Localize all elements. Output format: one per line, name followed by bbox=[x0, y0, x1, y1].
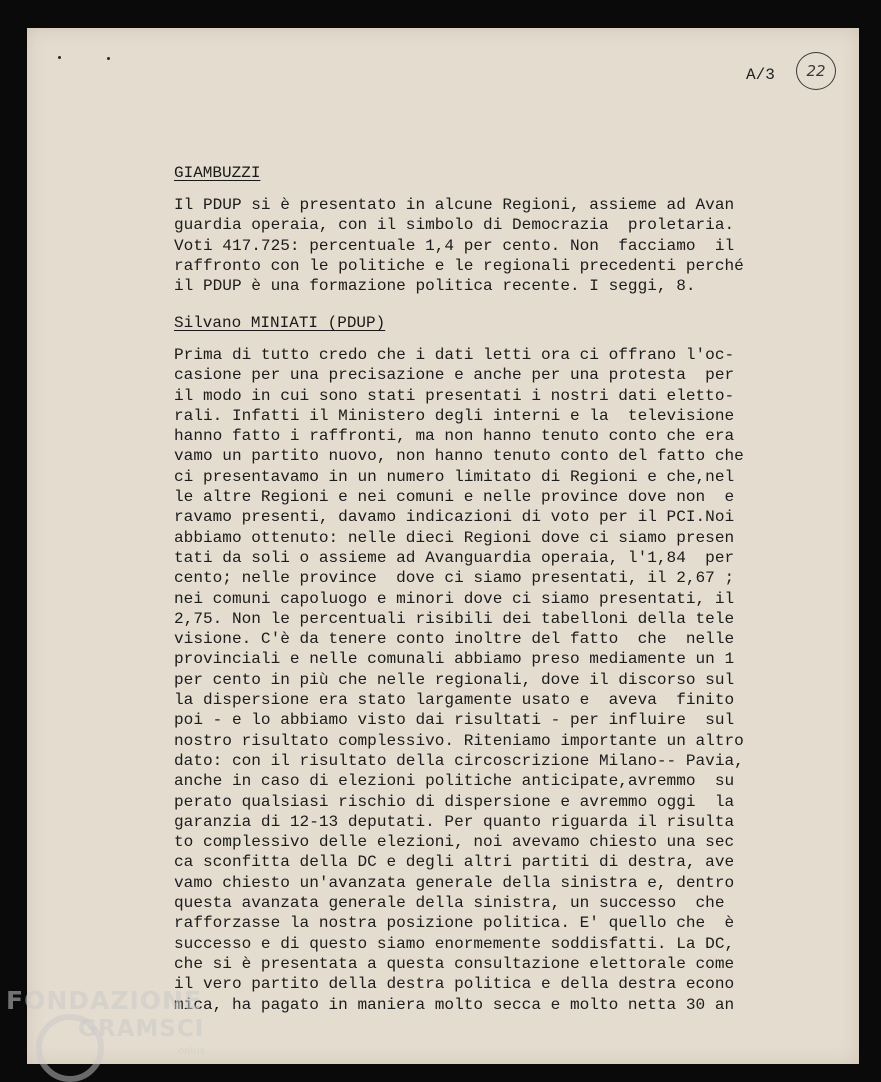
text-line: cento; nelle province dove ci siamo presentati, il 2,67 ; bbox=[174, 569, 735, 588]
text-line: che si è presentata a questa consultazione elettorale come bbox=[174, 954, 735, 973]
watermark-line-2: GRAMSCI bbox=[78, 1016, 205, 1042]
text-line: to complessivo delle elezioni, noi avevamo chiesto una sec bbox=[174, 833, 735, 852]
text-line: nostro risultato complessivo. Riteniamo importante un altro bbox=[174, 731, 744, 750]
watermark-line-1: FONDAZIONE bbox=[6, 986, 203, 1015]
text-line: 2,75. Non le percentuali risibili dei tabelloni della tele bbox=[174, 609, 735, 628]
text-line: poi - e lo abbiamo visto dai risultati - per influire sul bbox=[174, 711, 735, 730]
text-line: vamo chiesto un'avanzata generale della sinistra e, dentro bbox=[174, 873, 735, 892]
text-line: il vero partito della destra politica e della destra econo bbox=[174, 975, 735, 994]
watermark-line-3: onlus bbox=[178, 1046, 205, 1057]
text-line: ca sconfitta della DC e degli altri partiti di destra, ave bbox=[174, 853, 735, 872]
page-reference: A/3 bbox=[746, 66, 775, 84]
page-number-stamp: 22 bbox=[796, 52, 836, 90]
text-line: il PDUP è una formazione politica recente. I seggi, 8. bbox=[174, 277, 696, 296]
text-line: questa avanzata generale della sinistra, un successo che bbox=[174, 894, 725, 913]
text-line: provinciali e nelle comunali abbiamo preso mediamente un 1 bbox=[174, 650, 735, 669]
text-line: le altre Regioni e nei comuni e nelle province dove non e bbox=[174, 488, 735, 507]
text-line: tati da soli o assieme ad Avanguardia operaia, l'1,84 per bbox=[174, 548, 735, 567]
text-line: visione. C'è da tenere conto inoltre del fatto che nelle bbox=[174, 630, 735, 649]
text-line: abbiamo ottenuto: nelle dieci Regioni dove ci siamo presen bbox=[174, 528, 735, 547]
text-line: hanno fatto i raffronti, ma non hanno tenuto conto che era bbox=[174, 427, 735, 446]
text-line: il modo in cui sono stati presentati i nostri dati eletto- bbox=[174, 386, 735, 405]
speaker-heading-giambuzzi: GIAMBUZZI bbox=[174, 164, 261, 182]
text-line: raffronto con le politiche e le regionali precedenti perché bbox=[174, 256, 744, 275]
text-line: successo e di questo siamo enormemente soddisfatti. La DC, bbox=[174, 934, 735, 953]
text-line: Il PDUP si è presentato in alcune Regioni, assieme ad Avan bbox=[174, 196, 735, 214]
text-line: mica, ha pagato in maniera molto secca e molto netta 30 an bbox=[174, 995, 735, 1014]
text-line: anche in caso di elezioni politiche anticipate,avremmo su bbox=[174, 772, 735, 791]
text-line: perato qualsiasi rischio di dispersione e avremmo oggi la bbox=[174, 792, 735, 811]
speaker-heading-miniati: Silvano MINIATI (PDUP) bbox=[174, 314, 386, 332]
text-line: la dispersione era stato largamente usato e aveva finito bbox=[174, 691, 735, 710]
text-line: ci presentavamo in un numero limitato di Regioni e che,nel bbox=[174, 467, 735, 486]
text-line: rali. Infatti il Ministero degli interni e la televisione bbox=[174, 406, 735, 425]
punch-mark bbox=[107, 57, 110, 60]
text-line: Voti 417.725: percentuale 1,4 per cento. Non facciamo il bbox=[174, 236, 735, 255]
text-line: vamo un partito nuovo, non hanno tenuto conto del fatto che bbox=[174, 447, 744, 466]
text-line: Prima di tutto credo che i dati letti ora ci offrano l'oc- bbox=[174, 346, 735, 364]
text-line: per cento in più che nelle regionali, dove il discorso sul bbox=[174, 670, 735, 689]
text-line: guardia operaia, con il simbolo di Democrazia proletaria. bbox=[174, 216, 735, 235]
text-line: casione per una precisazione e anche per una protesta per bbox=[174, 366, 735, 385]
punch-mark bbox=[58, 56, 61, 59]
text-line: nei comuni capoluogo e minori dove ci siamo presentati, il bbox=[174, 589, 735, 608]
text-line: dato: con il risultato della circoscrizione Milano-- Pavia, bbox=[174, 751, 744, 770]
miniati-paragraph bbox=[174, 345, 744, 1015]
text-line: garanzia di 12-13 deputati. Per quanto riguarda il risulta bbox=[174, 812, 735, 831]
giambuzzi-paragraph bbox=[174, 195, 744, 296]
text-line: rafforzasse la nostra posizione politica. E' quello che è bbox=[174, 914, 735, 933]
text-line: ravamo presenti, davamo indicazioni di voto per il PCI.Noi bbox=[174, 508, 735, 527]
